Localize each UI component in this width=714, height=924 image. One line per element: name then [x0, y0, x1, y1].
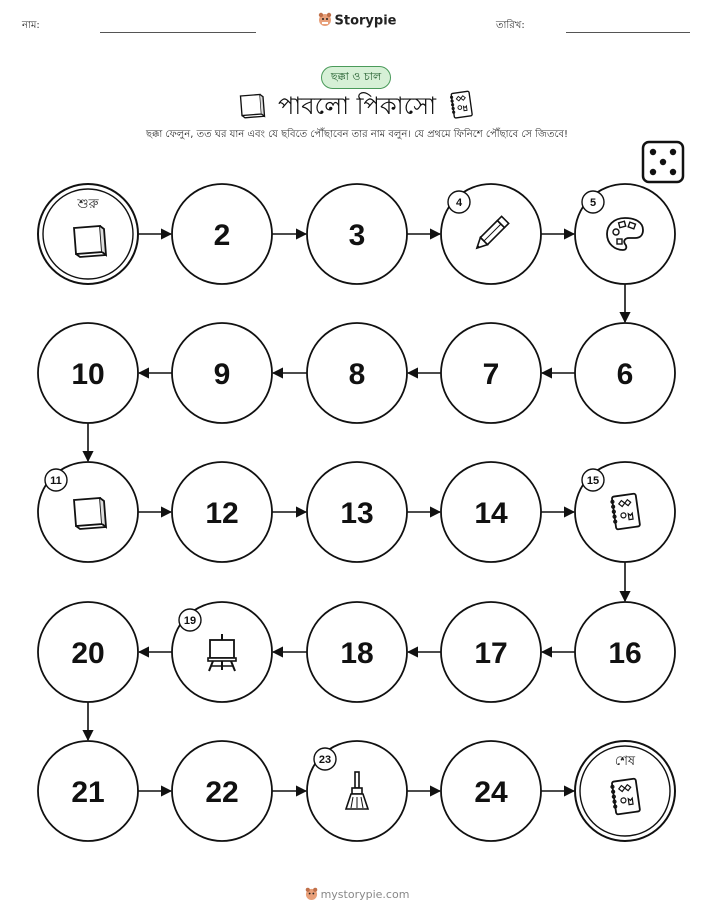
cell-number: 2 [213, 219, 231, 252]
date-label: তারিখ: [496, 20, 525, 31]
board-cell[interactable] [441, 602, 541, 702]
board-cell[interactable] [307, 184, 407, 284]
canvas-icon [74, 498, 106, 529]
footer-logo-icon [305, 887, 318, 903]
cell-badge-number: 15 [586, 475, 600, 487]
board-cell[interactable] [172, 462, 272, 562]
board-cell[interactable] [172, 323, 272, 423]
dice-icon [643, 142, 683, 182]
board-cell[interactable] [575, 602, 675, 702]
cell-number: 14 [474, 497, 508, 530]
board-cell[interactable] [575, 462, 675, 562]
cell-number: 8 [348, 358, 366, 391]
start-label: শুরু [77, 197, 99, 212]
board-cell[interactable] [441, 462, 541, 562]
instructions: ছক্কা ফেলুন, তত ঘর যান এবং যে ছবিতে পৌঁছাবেন তার নাম বলুন। যে প্রথমে ফিনিশে পৌঁছাবে সে জিতবে! [145, 129, 569, 140]
footer-url[interactable]: mystorypie.com [320, 888, 410, 901]
board-cell[interactable] [575, 184, 675, 284]
end-label: শেষ [614, 754, 636, 769]
start-cell[interactable] [38, 184, 138, 284]
cell-number: 13 [340, 497, 374, 530]
cell-number: 10 [71, 358, 105, 391]
cell-number: 6 [616, 358, 634, 391]
board-cell[interactable] [575, 323, 675, 423]
cell-badge-number: 19 [183, 615, 197, 627]
title-text: পাবলো পিকাসো [277, 92, 437, 120]
board-cell[interactable] [441, 741, 541, 841]
board-cells [38, 184, 675, 841]
cell-number: 7 [482, 358, 500, 391]
board-cell[interactable] [172, 602, 272, 702]
cell-number: 17 [474, 637, 508, 670]
board-cell[interactable] [441, 323, 541, 423]
footer [0, 887, 714, 903]
cell-badge-number: 5 [589, 197, 597, 209]
board-cell[interactable] [38, 462, 138, 562]
sketchbook-icon [611, 778, 640, 814]
board-cell[interactable] [38, 741, 138, 841]
cell-number: 18 [340, 637, 374, 670]
board-cell[interactable] [38, 323, 138, 423]
cell-number: 3 [348, 219, 366, 252]
title-canvas-icon [241, 95, 265, 118]
cell-number: 22 [205, 776, 239, 809]
cell-badge-number: 4 [455, 197, 463, 209]
board-cell[interactable] [172, 184, 272, 284]
board-cell[interactable] [307, 462, 407, 562]
cell-number: 16 [608, 637, 642, 670]
board-cell[interactable] [441, 184, 541, 284]
end-cell[interactable] [575, 741, 675, 841]
cell-number: 21 [71, 776, 105, 809]
board-cell[interactable] [38, 602, 138, 702]
cell-number: 24 [474, 776, 508, 809]
name-label: নাম: [22, 20, 40, 31]
sketchbook-icon [611, 493, 640, 529]
cell-badge-number: 23 [318, 754, 332, 766]
cell-number: 12 [205, 497, 239, 530]
board-cell[interactable] [172, 741, 272, 841]
board-cell[interactable] [307, 323, 407, 423]
title-sketchbook-icon [450, 91, 472, 118]
canvas-icon [74, 226, 106, 257]
cell-number: 20 [71, 637, 105, 670]
cell-badge-number: 11 [50, 475, 62, 487]
board-cell[interactable] [307, 741, 407, 841]
brand-name: Storypie [334, 13, 397, 29]
cell-number: 9 [213, 358, 231, 391]
board-cell[interactable] [307, 602, 407, 702]
game-type-tag: ছক্কা ও চাল [321, 66, 391, 89]
easel-icon [208, 634, 236, 671]
